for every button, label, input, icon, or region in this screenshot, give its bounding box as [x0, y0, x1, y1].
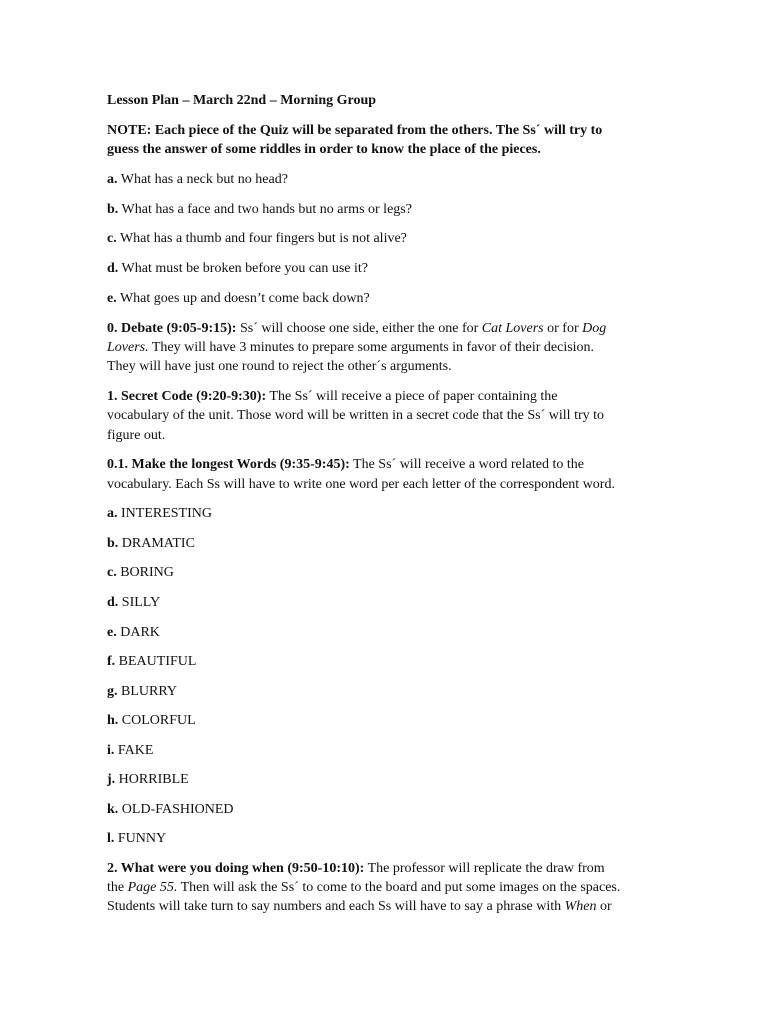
word-i: i. FAKE: [107, 743, 154, 758]
word-a: a. INTERESTING: [107, 506, 212, 521]
word-h: h. COLORFUL: [107, 713, 196, 728]
page-title: Lesson Plan – March 22nd – Morning Group: [107, 93, 377, 108]
word-e: e. DARK: [107, 625, 160, 640]
word-l: l. FUNNY: [107, 831, 167, 846]
what-were-line-2: the Page 55. Then will ask the Ss´ to come to the board and put some images on the spaces.: [107, 880, 621, 895]
word-c: c. BORING: [107, 565, 174, 580]
word-k: k. OLD-FASHIONED: [107, 802, 234, 817]
debate-line-2: Lovers. They will have 3 minutes to prepare some arguments in favor of their decision.: [107, 340, 595, 355]
secret-code-line-3: figure out.: [107, 428, 166, 443]
word-f: f. BEAUTIFUL: [107, 654, 197, 669]
secret-code-line-2: vocabulary of the unit. Those word will be written in a secret code that the Ss´ will try to: [107, 408, 605, 423]
word-b: b. DRAMATIC: [107, 536, 195, 551]
debate-line-3: They will have just one round to reject the other´s arguments.: [107, 359, 452, 374]
word-j: j. HORRIBLE: [107, 772, 189, 787]
debate-line-1: 0. Debate (9:05-9:15): Ss´ will choose one side, either the one for Cat Lovers or for Dog: [107, 321, 607, 336]
riddle-a: a. What has a neck but no head?: [107, 172, 288, 187]
what-were-line-3: Students will take turn to say numbers and each Ss will have to say a phrase with When or: [107, 899, 612, 914]
word-g: g. BLURRY: [107, 684, 178, 699]
riddle-e: e. What goes up and doesn’t come back down?: [107, 291, 370, 306]
riddle-d: d. What must be broken before you can use it?: [107, 261, 369, 276]
longest-words-line-1: 0.1. Make the longest Words (9:35-9:45): The Ss´ will receive a word related to the: [107, 457, 584, 472]
riddle-c: c. What has a thumb and four fingers but is not alive?: [107, 231, 407, 246]
note-line-2: guess the answer of some riddles in order to know the place of the pieces.: [107, 142, 541, 157]
secret-code-line-1: 1. Secret Code (9:20-9:30): The Ss´ will receive a piece of paper containing the: [107, 389, 558, 404]
word-d: d. SILLY: [107, 595, 161, 610]
riddle-b: b. What has a face and two hands but no arms or legs?: [107, 202, 412, 217]
what-were-line-1: 2. What were you doing when (9:50-10:10): The professor will replicate the draw from: [107, 861, 605, 876]
note-line-1: NOTE: Each piece of the Quiz will be separated from the others. The Ss´ will try to: [107, 123, 603, 138]
longest-words-line-2: vocabulary. Each Ss will have to write one word per each letter of the correspondent word.: [107, 477, 615, 492]
